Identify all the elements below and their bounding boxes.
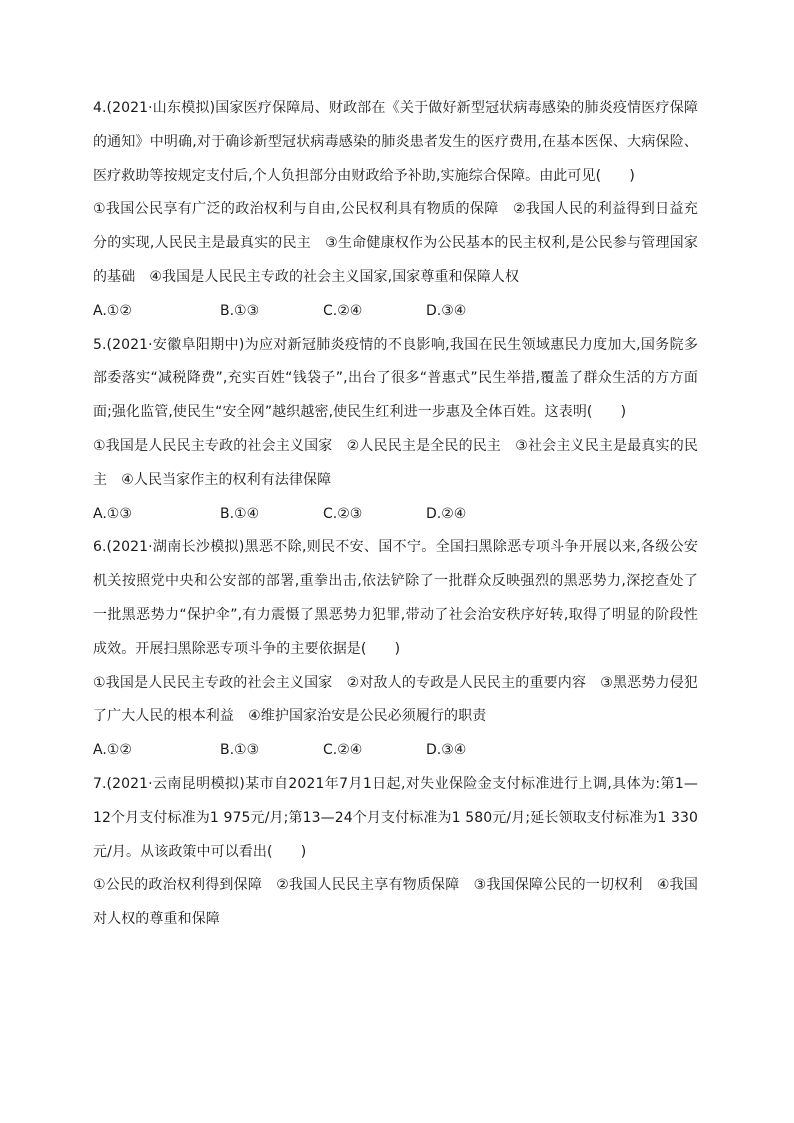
option-a[interactable]: A.①② [93,302,132,319]
option-d[interactable]: D.②④ [426,505,467,522]
question-stem: 7.(2021·云南昆明模拟)某市自2021年7月1日起,对失业保险金支付标准进行上调,具体为:第1—12个月支付标准为1 975元/月;第13—24个月支付标准为1 580元/月;延长领取支付标准为1 330元/月。从该政策中可以看出( ) [93,775,698,860]
answer-options [93,734,698,768]
option-b[interactable]: B.①③ [220,742,260,759]
question-stem: 5.(2021·安徽阜阳期中)为应对新冠肺炎疫情的不良影响,我国在民生领域惠民力度加大,国务院多部委落实“减税降费”,充实百姓“钱袋子”,出台了很多“普惠式”民生举措,覆盖了群众生活的方方面面;强化监管,使民生“安全网”越织越密,使民生红利进一步惠及全体百姓。这表明( ) [93,336,698,421]
question-stem: 6.(2021·湖南长沙模拟)黑恶不除,则民不安、国不宁。全国扫黑除恶专项斗争开展以来,各级公安机关按照党中央和公安部的部署,重拳出击,依法铲除了一批群众反映强烈的黑恶势力,深挖查处了一批黑恶势力“保护伞”,有力震慑了黑恶势力犯罪,带动了社会治安秩序好转,取得了明显的阶段性成效。开展扫黑除恶专项斗争的主要依据是( ) [93,539,698,657]
question-statements: ①我国是人民民主专政的社会主义国家 ②人民民主是全民的民主 ③社会主义民主是最真实的民主 ④人民当家作主的权利有法律保障 [93,437,698,488]
option-b[interactable]: B.①③ [220,302,260,319]
question-statements: ①我国公民享有广泛的政治权利与自由,公民权利具有物质的保障 ②我国人民的利益得到日益充分的实现,人民民主是最真实的民主 ③生命健康权作为公民基本的民主权利,是公民参与管理国家的基础 ④我国是人民民主专政的社会主义国家,国家尊重和保障人权 [93,201,698,285]
answer-options [93,295,698,329]
question-statements: ①公民的政治权利得到保障 ②我国人民民主享有物质保障 ③我国保障公民的一切权利 ④我国对人权的尊重和保障 [93,877,698,928]
question-6 [93,531,698,768]
question-stem: 4.(2021·山东模拟)国家医疗保障局、财政部在《关于做好新型冠状病毒感染的肺炎疫情医疗保障的通知》中明确,对于确诊新型冠状病毒感染的肺炎患者发生的医疗费用,在基本医保、大病保险、医疗救助等按规定支付后,个人负担部分由财政给予补助,实施综合保障。由此可见( ) [93,100,698,184]
option-a[interactable]: A.①③ [93,505,132,522]
question-statements: ①我国是人民民主专政的社会主义国家 ②对敌人的专政是人民民主的重要内容 ③黑恶势力侵犯了广大人民的根本利益 ④维护国家治安是公民必须履行的职责 [93,674,698,725]
option-d[interactable]: D.③④ [426,302,467,319]
question-4 [93,92,698,329]
question-7 [93,768,698,937]
option-b[interactable]: B.①④ [220,505,260,522]
option-c[interactable]: C.②③ [323,505,363,522]
document-page [93,92,698,937]
answer-options [93,498,698,532]
option-c[interactable]: C.②④ [323,742,363,759]
option-a[interactable]: A.①② [93,742,132,759]
option-d[interactable]: D.③④ [426,742,467,759]
question-5 [93,329,698,532]
option-c[interactable]: C.②④ [323,302,363,319]
